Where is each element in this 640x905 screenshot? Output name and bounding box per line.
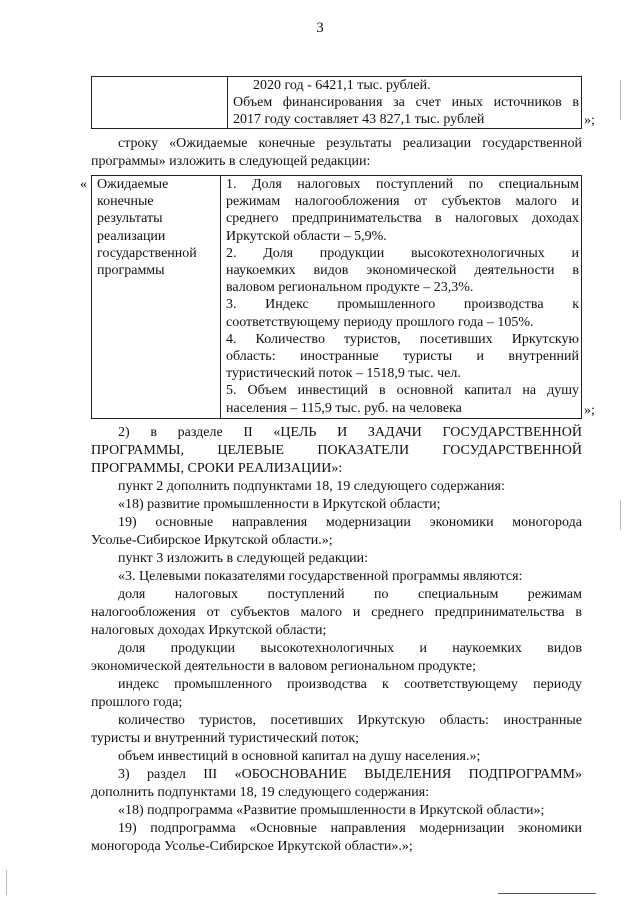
scan-margin-mark	[620, 80, 621, 120]
section-3-heading: 3) раздел III «ОБОСНОВАНИЕ ВЫДЕЛЕНИЯ ПОДПРОГРАММ»	[118, 767, 582, 782]
body-line: пункт 2 дополнить подпунктами 18, 19 следующего содержания:	[118, 479, 505, 494]
result-line: наукоемких видов экономической деятельности в	[226, 263, 579, 279]
section-2-heading: ПРОГРАММЫ, ЦЕЛЕВЫЕ ПОКАЗАТЕЛИ ГОСУДАРСТВЕННОЙ	[91, 443, 582, 458]
body-line: прошлого года;	[91, 695, 183, 710]
closing-quote: »;	[584, 113, 595, 128]
body-line: экономической деятельности в валовом региональном продукте;	[91, 659, 476, 674]
scan-margin-mark	[6, 870, 7, 895]
body-line: Усолье-Сибирское Иркутской области.»;	[91, 533, 333, 548]
result-line: область: иностранные туристы и внутренний	[226, 349, 579, 365]
body-line: 19) подпрограмма «Основные направления модернизации экономики	[118, 821, 582, 836]
body-line: индекс промышленного производства к соответствующему периоду	[118, 677, 582, 692]
opening-quote: «	[80, 177, 87, 192]
result-line: 4. Количество туристов, посетивших Иркутскую	[226, 331, 579, 347]
body-line: туристы и внутренний туристический поток;	[91, 731, 360, 746]
financing-line: Объем финансирования за счет иных источников в	[233, 95, 579, 110]
section-2-heading: 2) в разделе II «ЦЕЛЬ И ЗАДАЧИ ГОСУДАРСТВЕННОЙ	[118, 425, 582, 440]
financing-line: 2020 год - 6421,1 тыс. рублей.	[253, 78, 431, 93]
results-table-content-cell	[221, 176, 582, 419]
body-line: количество туристов, посетивших Иркутскую область: иностранные	[118, 713, 582, 728]
intro-line: программы» изложить в следующей редакции:	[91, 154, 371, 169]
section-3-heading: дополнить подпунктами 18, 19 следующего содержания:	[91, 785, 430, 800]
body-line: «18) подпрограмма «Развитие промышленности в Иркутской области»;	[118, 803, 545, 818]
scan-margin-mark	[620, 500, 621, 530]
result-line: 2. Доля продукции высокотехнологичных и	[226, 245, 579, 261]
body-line: доля продукции высокотехнологичных и наукоемких видов	[118, 641, 582, 656]
body-line: «18) развитие промышленности в Иркутской области;	[118, 497, 441, 512]
result-line: соответствующему периоду прошлого года – 105%.	[226, 314, 534, 330]
result-line: туристический поток – 1518,9 тыс. чел.	[226, 366, 461, 382]
financing-table-right-cell	[228, 77, 582, 129]
result-line: Иркутской области – 5,9%.	[226, 228, 387, 244]
footer-rule	[498, 893, 596, 894]
body-line: объем инвестиций в основной капитал на душу населения.»;	[118, 749, 481, 764]
financing-table	[91, 76, 582, 129]
result-line: 5. Объем инвестиций в основной капитал на душу	[226, 383, 579, 399]
financing-table-left-cell	[92, 77, 228, 129]
intro-line: строку «Ожидаемые конечные результаты реализации государственной	[118, 136, 582, 151]
section-2-heading: ПРОГРАММЫ, СРОКИ РЕАЛИЗАЦИИ»:	[91, 461, 343, 476]
closing-quote: »;	[584, 403, 595, 418]
results-table	[91, 175, 582, 419]
body-line: «3. Целевыми показателями государственной программы являются:	[118, 569, 523, 584]
page-number: 3	[316, 20, 324, 36]
result-line: 1. Доля налоговых поступлений по специальным	[226, 177, 579, 192]
body-line: налоговых доходах Иркутской области;	[91, 623, 327, 638]
result-line: 3. Индекс промышленного производства к	[226, 297, 579, 313]
result-line: населения – 115,9 тыс. руб. на человека	[226, 400, 462, 416]
body-line: 19) основные направления модернизации экономики моногорода	[118, 515, 582, 530]
body-line: моногорода Усолье-Сибирское Иркутской области».»;	[91, 839, 413, 854]
result-line: среднего предпринимательства в налоговых доходах	[226, 211, 579, 227]
body-line: доля налоговых поступлений по специальным режимам	[118, 587, 582, 602]
result-line: режимам налогообложения от субъектов малого и	[226, 194, 579, 210]
financing-line: 2017 году составляет 43 827,1 тыс. рублей	[233, 112, 485, 127]
results-table-heading-cell: Ожидаемые конечные результаты реализации государственной программы	[92, 176, 221, 419]
result-line: валовом региональном продукте – 23,3%.	[226, 280, 474, 296]
body-line: пункт 3 изложить в следующей редакции:	[118, 551, 368, 566]
body-line: налогообложения от субъектов малого и среднего предпринимательства в	[91, 605, 582, 620]
